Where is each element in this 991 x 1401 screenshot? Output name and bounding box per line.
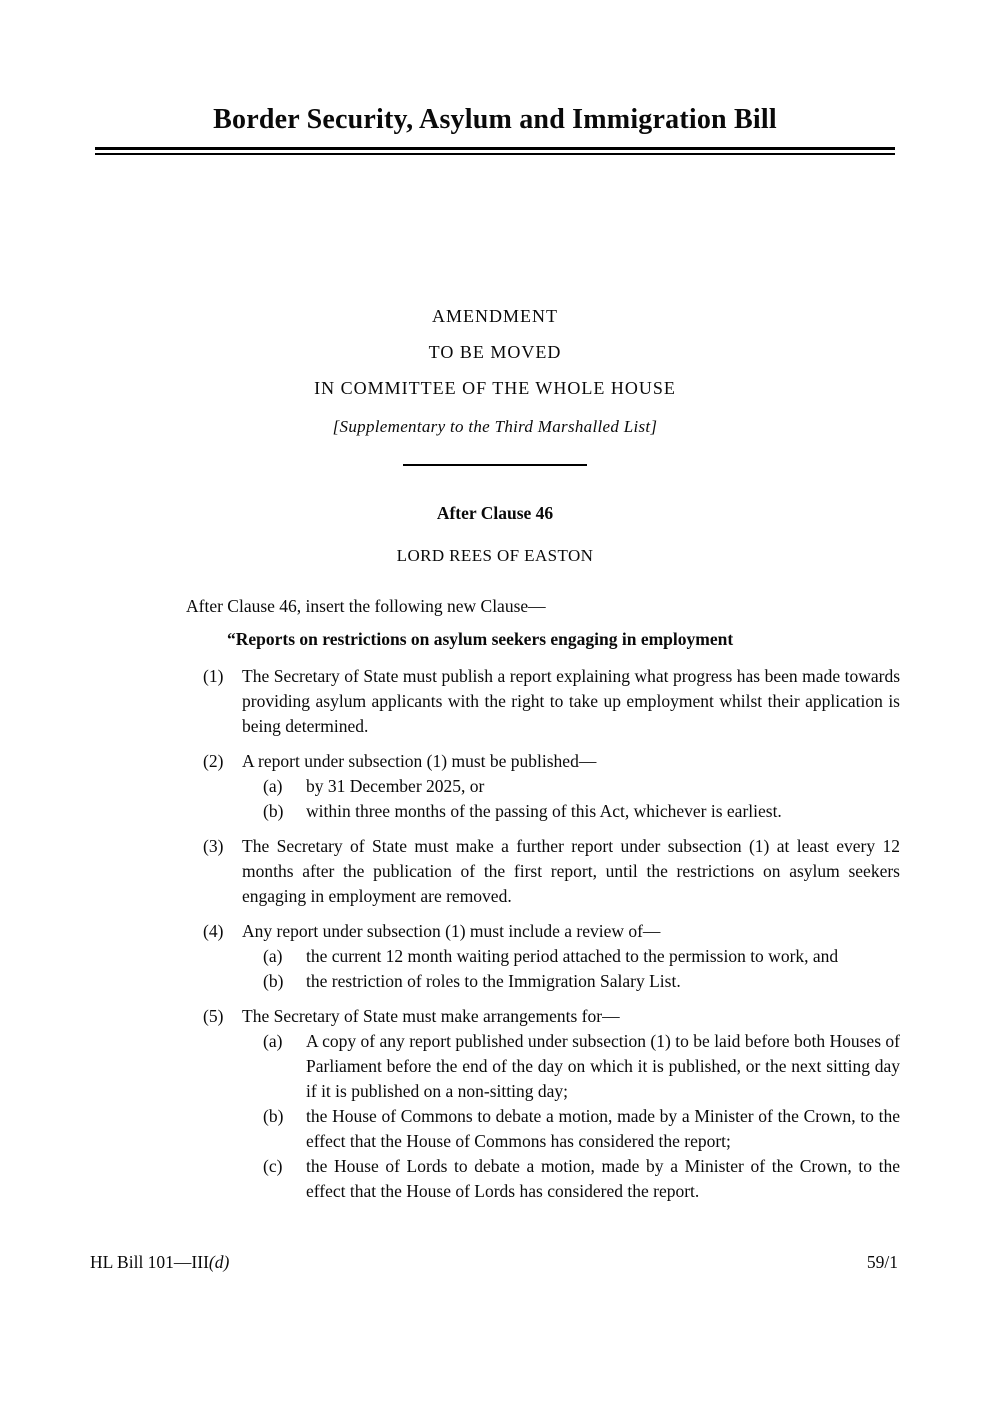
- amendment-instruction: After Clause 46, insert the following new Clause—: [186, 596, 546, 616]
- footer-bill-ref-text: HL Bill 101—III: [90, 1252, 209, 1272]
- sub-clause: [242, 1029, 900, 1104]
- clause-number: (2): [203, 751, 224, 771]
- sub-clause-number: (c): [263, 1156, 283, 1176]
- sub-clause: [242, 969, 900, 994]
- sub-clause: [242, 799, 900, 824]
- amendment-heading-line-2: TO BE MOVED: [428, 342, 562, 362]
- sub-clause-text: A copy of any report published under subsection (1) to be laid before both Houses of Parliament before the end of the day on which it is published, or the next sitting day if it is published on a non-sitting day;: [306, 1031, 900, 1101]
- clause-number: (1): [203, 666, 224, 686]
- sub-clause-number: (a): [263, 1031, 283, 1051]
- clause-number: (5): [203, 1006, 224, 1026]
- sub-clause: [242, 944, 900, 969]
- page-footer: [90, 1252, 898, 1273]
- separator-rule: [403, 464, 587, 466]
- sub-clause-number: (b): [263, 801, 284, 821]
- mover-name: LORD REES OF EASTON: [396, 546, 594, 565]
- clause-3: [190, 834, 900, 909]
- sub-clause-text: within three months of the passing of this Act, whichever is earliest.: [306, 801, 782, 821]
- sub-clause: [242, 774, 900, 799]
- clause-list: [190, 664, 900, 1204]
- marshalled-list-note: [Supplementary to the Third Marshalled List]: [332, 417, 658, 436]
- bill-title: Border Security, Asylum and Immigration Bill: [213, 104, 777, 135]
- amendment-heading-line-3: IN COMMITTEE OF THE WHOLE HOUSE: [314, 378, 676, 398]
- sub-clause-text: the House of Commons to debate a motion, made by a Minister of the Crown, to the effect that the House of Commons has considered the report;: [306, 1106, 900, 1151]
- sub-clause: [242, 1104, 900, 1154]
- clause-5: [190, 1004, 900, 1204]
- clause-text: The Secretary of State must make a further report under subsection (1) at least every 12 months after the publication of the first report, until the restrictions on asylum seekers engaging in employment are removed.: [242, 836, 900, 906]
- footer-bill-reference: [90, 1252, 229, 1273]
- sub-clause-text: by 31 December 2025, or: [306, 776, 485, 796]
- clause-1: [190, 664, 900, 739]
- sub-clause-text: the House of Lords to debate a motion, made by a Minister of the Crown, to the effect that the House of Lords has considered the report.: [306, 1156, 900, 1201]
- sub-clause-number: (a): [263, 946, 283, 966]
- clause-text: The Secretary of State must publish a report explaining what progress has been made towards providing asylum applicants with the right to take up employment whilst their application is being determined.: [242, 666, 900, 736]
- clause-2: [190, 749, 900, 824]
- sub-clause-text: the current 12 month waiting period attached to the permission to work, and: [306, 946, 839, 966]
- sub-clause-text: the restriction of roles to the Immigration Salary List.: [306, 971, 681, 991]
- clause-number: (3): [203, 836, 224, 856]
- title-double-rule: [95, 147, 895, 155]
- after-clause-heading: After Clause 46: [436, 503, 554, 523]
- sub-clause-number: (b): [263, 971, 284, 991]
- sub-clause: [242, 1154, 900, 1204]
- sub-clause-number: (b): [263, 1106, 284, 1126]
- clause-4: [190, 919, 900, 994]
- clause-text: A report under subsection (1) must be published—: [242, 751, 597, 771]
- footer-page-reference: 59/1: [866, 1252, 898, 1272]
- clause-text: Any report under subsection (1) must include a review of—: [242, 921, 661, 941]
- sub-clause-number: (a): [263, 776, 283, 796]
- new-clause-title: “Reports on restrictions on asylum seekers engaging in employment: [227, 629, 734, 649]
- amendment-heading-line-1: AMENDMENT: [432, 306, 558, 326]
- footer-bill-ref-suffix: (d): [208, 1252, 230, 1272]
- clause-text: The Secretary of State must make arrangements for—: [242, 1006, 620, 1026]
- clause-number: (4): [203, 921, 224, 941]
